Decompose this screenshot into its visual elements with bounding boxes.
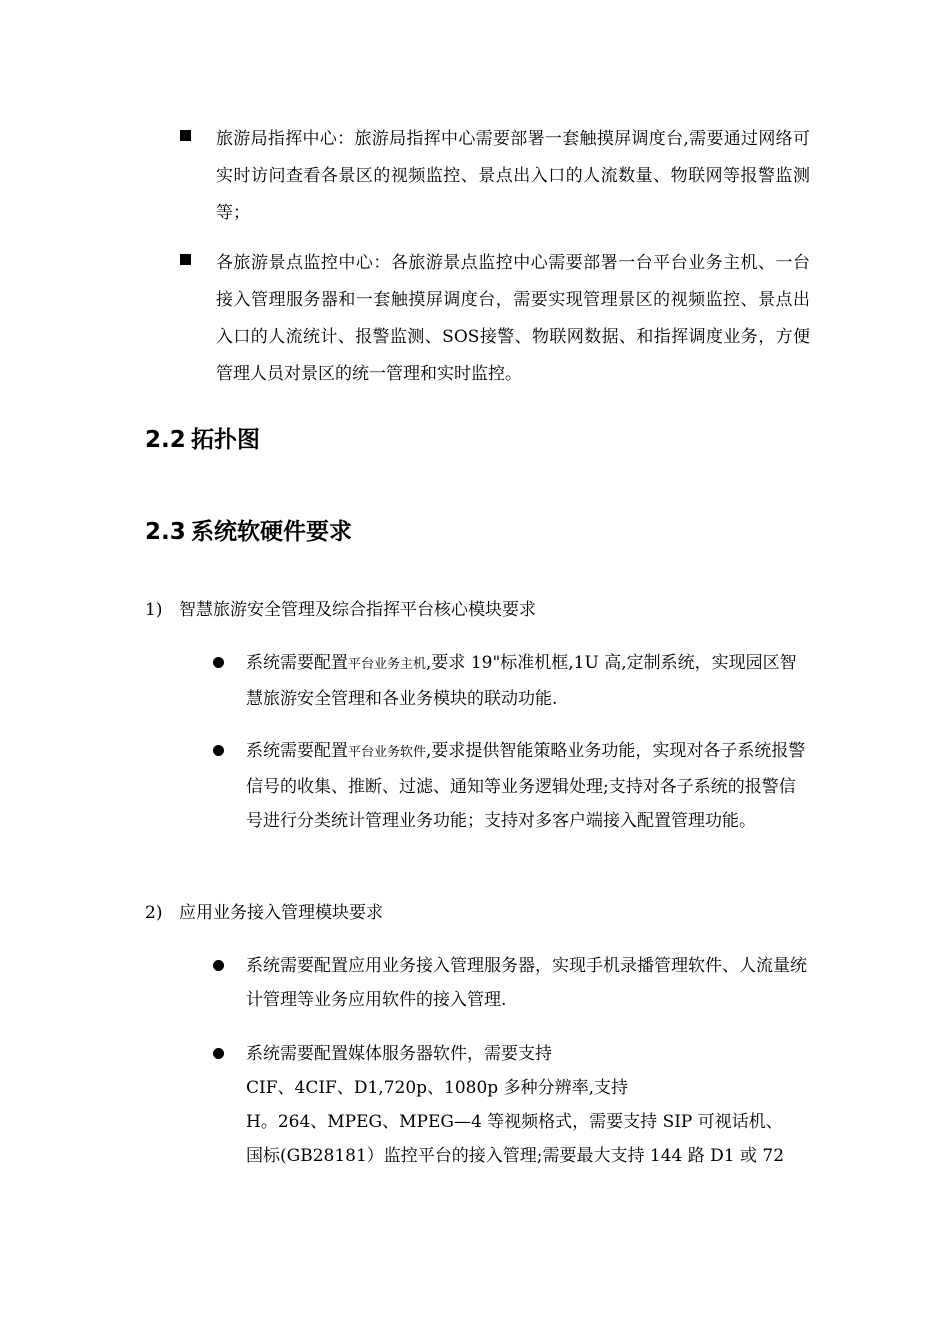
section-heading-2-2 [145,425,260,455]
item-title: 智慧旅游安全管理及综合指挥平台核心模块要求 [179,600,536,620]
round-bullet-icon [213,657,224,668]
bullet-text-line: CIF、4CIF、D1,720p、1080p 多种分辨率,支持 [246,1078,628,1098]
bullet-item-platform-host [210,646,810,716]
bullet-text [246,1037,810,1173]
bullet-text-line: 系统需要配置媒体服务器软件，需要支持 [246,1044,552,1064]
section-number: 2.3 [145,519,186,545]
item-number: 2) [145,903,163,923]
numbered-item-1 [145,596,536,624]
bullet-item-platform-software [210,734,810,838]
bullet-text: 系统需要配置平台业务软件,要求提供智能策略业务功能，实现对各子系统报警信号的收集、推断、过滤、通知等业务逻辑处理;支持对各子系统的报警信号进行分类统计管理业务功能；支持对多客户端接入配置管理功能。 [246,741,806,831]
bullet-text: 系统需要配置平台业务主机,要求 19"标准机框,1U 高,定制系统，实现园区智慧旅游安全管理和各业务模块的联动功能. [246,653,797,709]
item-title: 应用业务接入管理模块要求 [179,903,383,923]
item-number: 1) [145,600,163,620]
bullet-item-access-server [210,949,810,1017]
bullet-text-line: H。264、MPEG、MPEG—4 等视频格式，需要支持 SIP 可视话机、 [246,1112,783,1132]
list-item-scenic-monitor-center [180,245,810,393]
section-title: 系统软硬件要求 [191,519,352,545]
section-heading-2-3 [145,517,352,547]
bullet-item-media-server [210,1037,810,1173]
bullet-text: 系统需要配置应用业务接入管理服务器，实现手机录播管理软件、人流量统计管理等业务应用软件的接入管理. [246,956,807,1010]
round-bullet-icon [213,745,224,756]
round-bullet-icon [213,960,224,971]
square-bullet-icon [180,254,191,265]
numbered-item-2 [145,899,383,927]
bullet-text-line: 国标(GB28181）监控平台的接入管理;需要最大支持 144 路 D1 或 72 [246,1146,785,1166]
section-number: 2.2 [145,427,186,453]
section-title: 拓扑图 [191,427,260,453]
list-item-text: 旅游局指挥中心：旅游局指挥中心需要部署一套触摸屏调度台,需要通过网络可实时访问查看各景区的视频监控、景点出入口的人流数量、物联网等报警监测等； [216,129,810,223]
list-item-text: 各旅游景点监控中心：各旅游景点监控中心需要部署一台平台业务主机、一台接入管理服务器和一套触摸屏调度台，需要实现管理景区的视频监控、景点出入口的人流统计、报警监测、SOS接警、物联网数据、和指挥调度业务，方便管理人员对景区的统一管理和实时监控。 [216,253,810,384]
list-item-command-center [180,121,810,232]
round-bullet-icon [213,1048,224,1059]
square-bullet-icon [180,130,191,141]
